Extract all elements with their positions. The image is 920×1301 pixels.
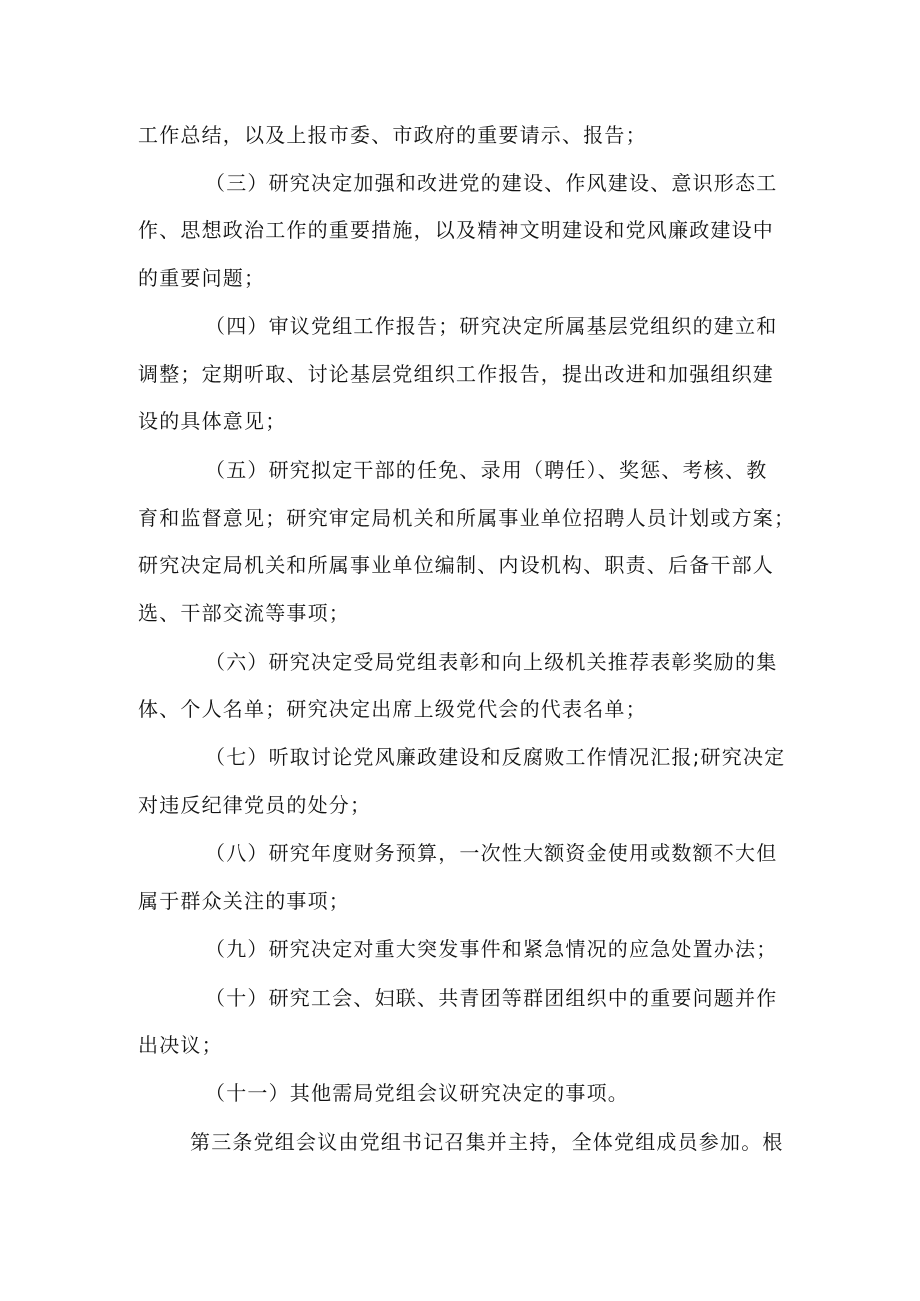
text-line: （四）审议党组工作报告；研究决定所属基层党组织的建立和: [205, 314, 778, 338]
text-line: （六）研究决定受局党组表彰和向上级机关推荐表彰奖励的集: [205, 650, 778, 674]
text-line: 育和监督意见；研究审定局机关和所属事业单位招聘人员计划或方案；: [138, 506, 796, 530]
text-line: 出决议；: [138, 1033, 223, 1057]
text-line: 工作总结，以及上报市委、市政府的重要请示、报告；: [138, 123, 647, 147]
text-line: （五）研究拟定干部的任免、录用（聘任）、奖惩、考核、教: [205, 458, 768, 482]
text-line: 属于群众关注的事项；: [138, 889, 350, 913]
text-line: 调整；定期听取、讨论基层党组织工作报告，提出改进和加强组织建: [138, 362, 774, 386]
text-line: 设的具体意见；: [138, 409, 287, 433]
text-line: 作、思想政治工作的重要措施，以及精神文明建设和党风廉政建设中: [138, 218, 774, 242]
text-line: 的重要问题；: [138, 266, 266, 290]
text-line: （八）研究年度财务预算，一次性大额资金使用或数额不大但: [205, 841, 778, 865]
text-line: （七）听取讨论党风廉政建设和反腐败工作情况汇报;研究决定: [205, 745, 786, 769]
text-line: 对违反纪律党员的处分；: [138, 793, 372, 817]
text-line: （十一）其他需局党组会议研究决定的事项。: [205, 1081, 629, 1105]
text-line: 选、干部交流等事项；: [138, 601, 350, 625]
text-line: （九）研究决定对重大突发事件和紧急情况的应急处置办法；: [205, 937, 778, 961]
text-line: 体、个人名单；研究决定出席上级党代会的代表名单；: [138, 697, 647, 721]
text-line: 第三条党组会议由党组书记召集并主持，全体党组成员参加。根: [190, 1130, 784, 1154]
text-line: （十）研究工会、妇联、共青团等群团组织中的重要问题并作: [205, 986, 778, 1010]
text-line: 研究决定局机关和所属事业单位编制、内设机构、职责、后备干部人: [138, 553, 774, 577]
text-line: （三）研究决定加强和改进党的建设、作风建设、意识形态工: [205, 171, 778, 195]
